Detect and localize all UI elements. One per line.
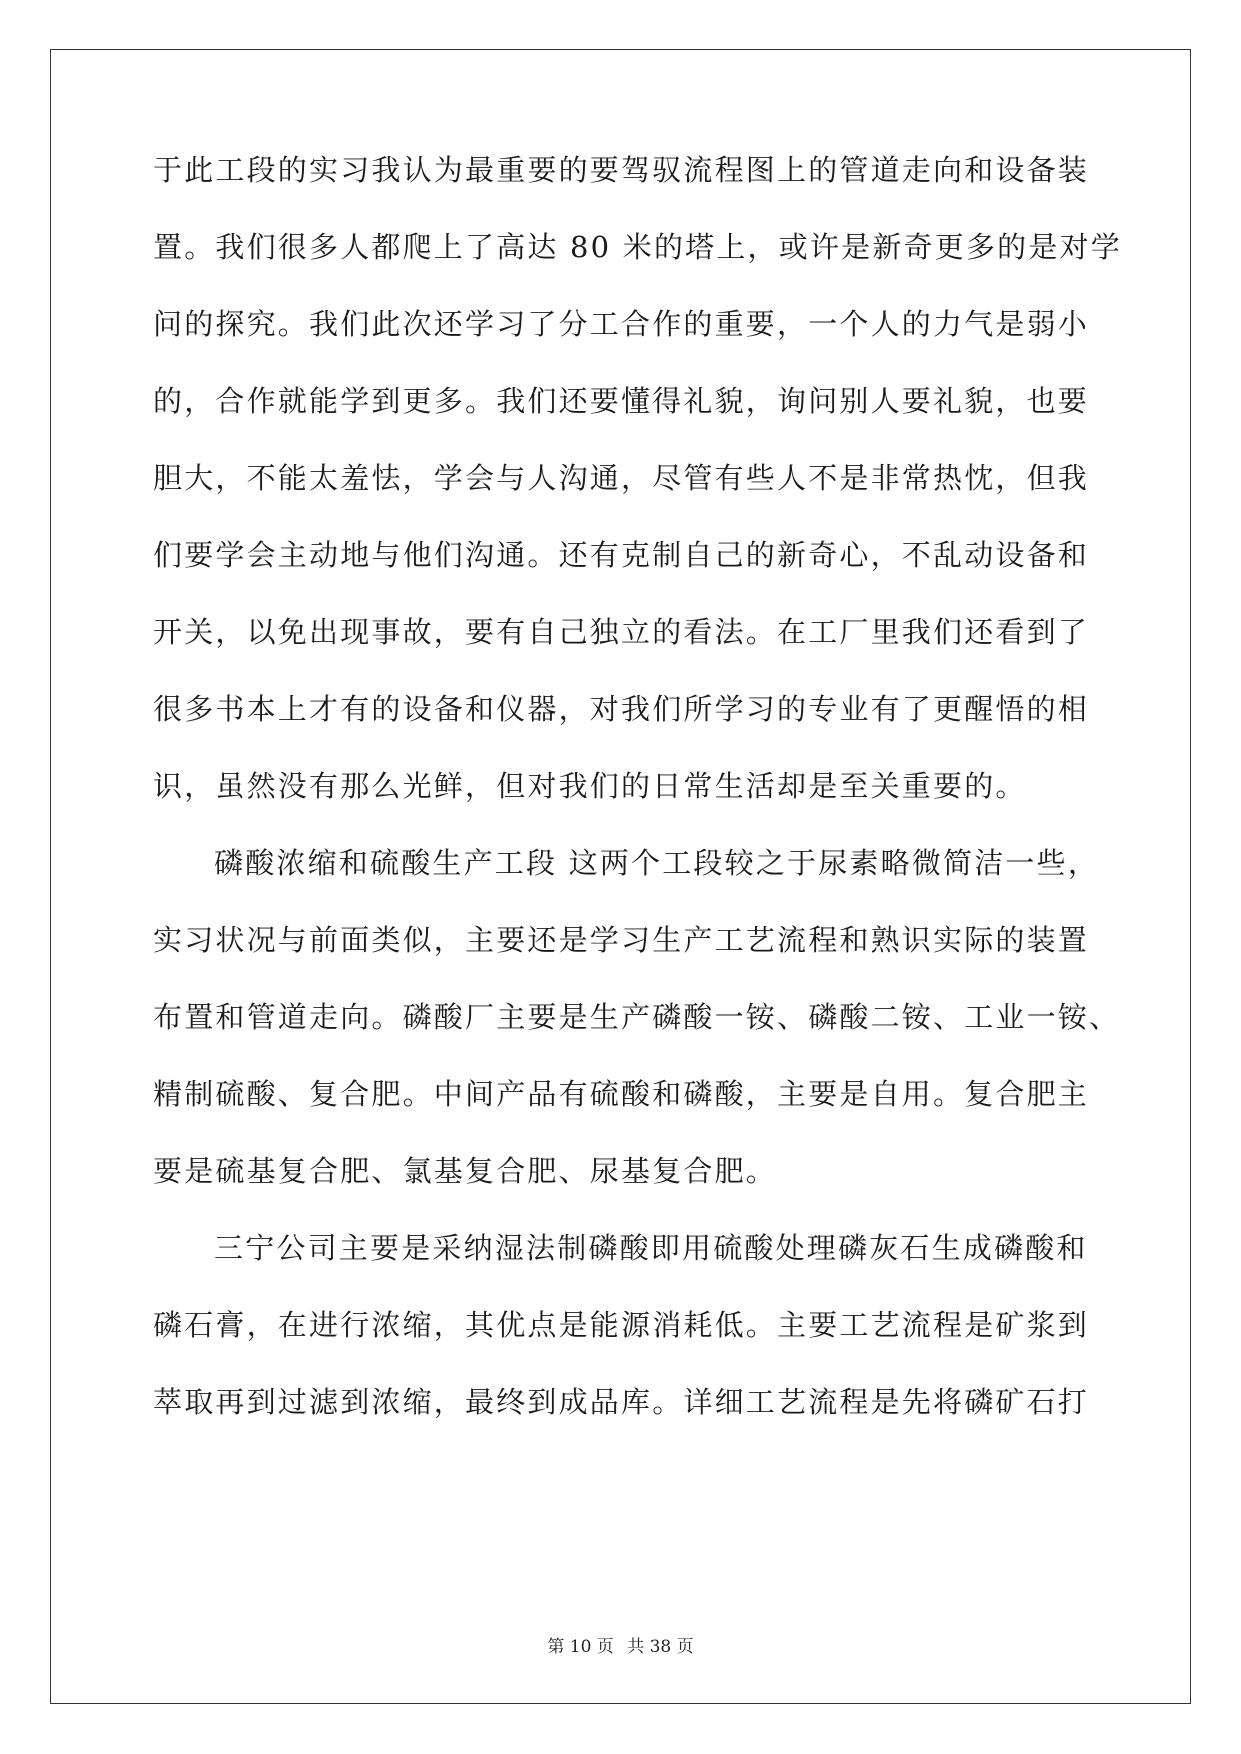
text-line: 磷石膏，在进行浓缩，其优点是能源消耗低。主要工艺流程是矿浆到 xyxy=(153,1308,1090,1342)
text-line: 布置和管道走向。磷酸厂主要是生产磷酸一铵、磷酸二铵、工业一铵、 xyxy=(153,1000,1121,1034)
text-line: 实习状况与前面类似，主要还是学习生产工艺流程和熟识实际的装置 xyxy=(153,923,1090,957)
text-line: 置。我们很多人都爬上了高达 80 米的塔上，或许是新奇更多的是对学 xyxy=(153,230,1122,264)
text-line: 三宁公司主要是采纳湿法制磷酸即用硫酸处理磷灰石生成磷酸和 xyxy=(214,1231,1088,1265)
text-line: 们要学会主动地与他们沟通。还有克制自己的新奇心，不乱动设备和 xyxy=(153,538,1090,572)
page-footer xyxy=(0,1632,1241,1657)
text-line: 萃取再到过滤到浓缩，最终到成品库。详细工艺流程是先将磷矿石打 xyxy=(153,1385,1090,1419)
text-line: 精制硫酸、复合肥。中间产品有硫酸和磷酸，主要是自用。复合肥主 xyxy=(153,1077,1090,1111)
text-line: 问的探究。我们此次还学习了分工合作的重要，一个人的力气是弱小 xyxy=(153,307,1090,341)
text-line: 开关，以免出现事故，要有自己独立的看法。在工厂里我们还看到了 xyxy=(153,615,1090,649)
text-line: 识，虽然没有那么光鲜，但对我们的日常生活却是至关重要的。 xyxy=(153,769,1027,803)
total-pages: 共 38 页 xyxy=(627,1637,694,1657)
page-number: 第 10 页 xyxy=(547,1637,614,1657)
text-line: 于此工段的实习我认为最重要的要驾驭流程图上的管道走向和设备装 xyxy=(153,153,1090,187)
text-line: 很多书本上才有的设备和仪器，对我们所学习的专业有了更醒悟的相 xyxy=(153,692,1090,726)
text-line: 的，合作就能学到更多。我们还要懂得礼貌，询问别人要礼貌，也要 xyxy=(153,384,1090,418)
text-line: 磷酸浓缩和硫酸生产工段 这两个工段较之于尿素略微简洁一些， xyxy=(214,846,1100,880)
text-line: 要是硫基复合肥、氯基复合肥、尿基复合肥。 xyxy=(153,1154,778,1188)
text-line: 胆大，不能太羞怯，学会与人沟通，尽管有些人不是非常热忱，但我 xyxy=(153,461,1090,495)
